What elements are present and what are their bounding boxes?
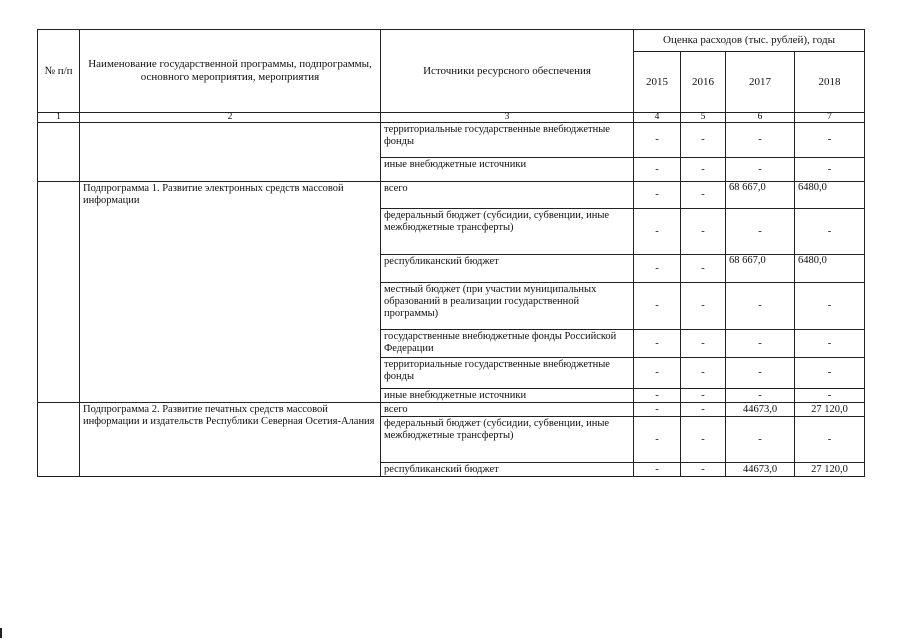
value-2017: - (726, 358, 795, 389)
value-2018: - (795, 209, 865, 255)
value-2015: - (634, 330, 681, 358)
value-2018: 27 120,0 (795, 403, 865, 417)
column-number-3: 3 (381, 113, 634, 123)
value-2015: - (634, 209, 681, 255)
value-2016: - (681, 403, 726, 417)
header-year-2015: 2015 (634, 52, 681, 113)
subprogram-1-name: Подпрограмма 1. Развитие электронных средств массовой информации (80, 182, 381, 403)
funding-source: территориальные государственные внебюджетные фонды (381, 123, 634, 158)
value-2015: - (634, 358, 681, 389)
value-2018: - (795, 358, 865, 389)
value-2017: - (726, 330, 795, 358)
funding-source: всего (381, 403, 634, 417)
value-2018: 6480,0 (795, 255, 865, 283)
header-program-name: Наименование государственной программы, подпрограммы, основного мероприятия, мероприятия (80, 30, 381, 113)
subprogram-2-name: Подпрограмма 2. Развитие печатных средств массовой информации и издательств Республики Северная Осетия-Алания (80, 403, 381, 477)
table-row (38, 182, 865, 209)
value-2015: - (634, 182, 681, 209)
value-2015: - (634, 255, 681, 283)
funding-source: республиканский бюджет (381, 463, 634, 477)
value-2017: 44673,0 (726, 403, 795, 417)
value-2015: - (634, 158, 681, 182)
value-2018: - (795, 417, 865, 463)
row-number-cell (38, 123, 80, 182)
value-2016: - (681, 330, 726, 358)
value-2015: - (634, 123, 681, 158)
value-2016: - (681, 358, 726, 389)
value-2016: - (681, 417, 726, 463)
scan-edge-mark (0, 628, 2, 638)
header-year-2016: 2016 (681, 52, 726, 113)
funding-source: государственные внебюджетные фонды Российской Федерации (381, 330, 634, 358)
table-row (38, 403, 865, 417)
value-2016: - (681, 158, 726, 182)
funding-source: местный бюджет (при участии муниципальных образований в реализации государственной программы) (381, 283, 634, 330)
value-2018: - (795, 158, 865, 182)
header-number: № п/п (38, 30, 80, 113)
value-2016: - (681, 123, 726, 158)
funding-source: республиканский бюджет (381, 255, 634, 283)
value-2018: 27 120,0 (795, 463, 865, 477)
table-row (38, 123, 865, 158)
funding-source: территориальные государственные внебюджетные фонды (381, 358, 634, 389)
value-2018: 6480,0 (795, 182, 865, 209)
row-number-cell (38, 182, 80, 403)
value-2017: - (726, 158, 795, 182)
value-2017: - (726, 283, 795, 330)
header-cost-estimate: Оценка расходов (тыс. рублей), годы (634, 30, 865, 52)
value-2015: - (634, 417, 681, 463)
header-year-2017: 2017 (726, 52, 795, 113)
funding-source: всего (381, 182, 634, 209)
value-2017: - (726, 209, 795, 255)
value-2016: - (681, 182, 726, 209)
funding-source: федеральный бюджет (субсидии, субвенции, иные межбюджетные трансферты) (381, 417, 634, 463)
header-funding-sources: Источники ресурсного обеспечения (381, 30, 634, 113)
column-number-2: 2 (80, 113, 381, 123)
value-2018: - (795, 283, 865, 330)
column-number-5: 5 (681, 113, 726, 123)
column-number-6: 6 (726, 113, 795, 123)
column-number-1: 1 (38, 113, 80, 123)
funding-source: иные внебюджетные источники (381, 158, 634, 182)
value-2017: - (726, 417, 795, 463)
column-number-4: 4 (634, 113, 681, 123)
value-2017: 68 667,0 (726, 255, 795, 283)
value-2016: - (681, 389, 726, 403)
value-2017: 44673,0 (726, 463, 795, 477)
value-2018: - (795, 389, 865, 403)
funding-source: иные внебюджетные источники (381, 389, 634, 403)
value-2015: - (634, 283, 681, 330)
value-2017: - (726, 123, 795, 158)
value-2016: - (681, 463, 726, 477)
value-2015: - (634, 403, 681, 417)
value-2017: 68 667,0 (726, 182, 795, 209)
expenditure-table (37, 29, 865, 477)
value-2015: - (634, 389, 681, 403)
row-number-cell (38, 403, 80, 477)
header-year-2018: 2018 (795, 52, 865, 113)
value-2016: - (681, 209, 726, 255)
value-2018: - (795, 123, 865, 158)
program-name-cell (80, 123, 381, 182)
value-2017: - (726, 389, 795, 403)
funding-source: федеральный бюджет (субсидии, субвенции, иные межбюджетные трансферты) (381, 209, 634, 255)
column-number-7: 7 (795, 113, 865, 123)
value-2016: - (681, 255, 726, 283)
value-2015: - (634, 463, 681, 477)
value-2018: - (795, 330, 865, 358)
value-2016: - (681, 283, 726, 330)
